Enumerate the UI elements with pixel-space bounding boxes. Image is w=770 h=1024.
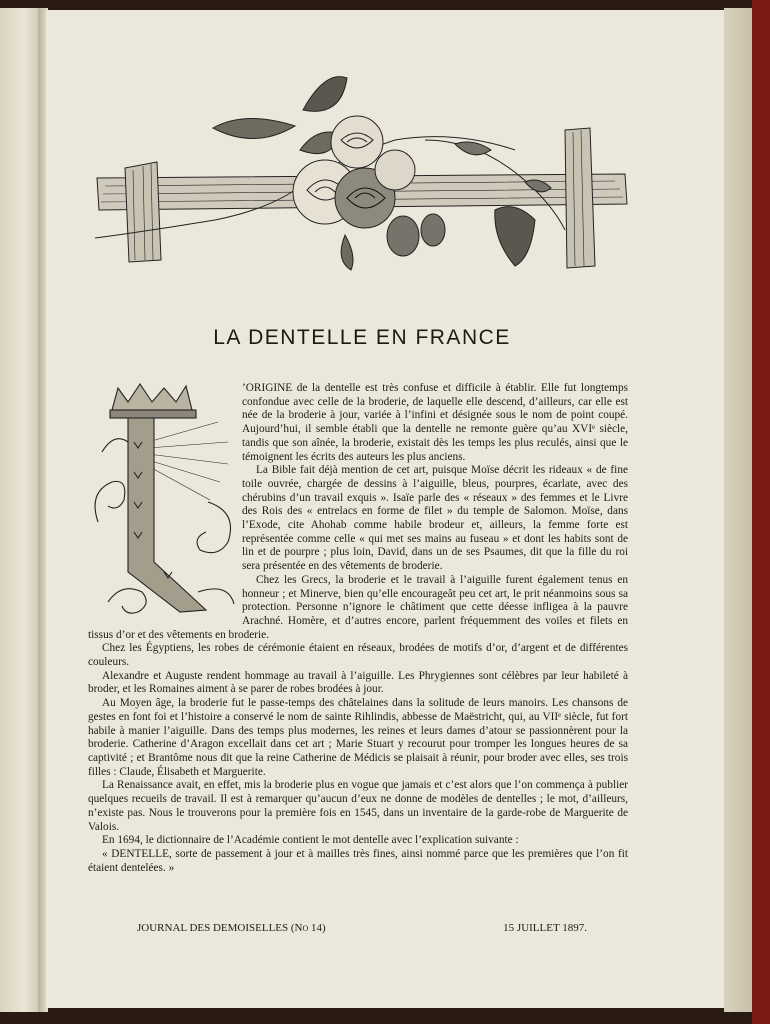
right-page-edges [724, 8, 754, 1012]
paragraph: Chez les Égyptiens, les robes de cérémonie étaient en réseaux, brodées de motifs d’or, d’argent et de différentes couleurs. [88, 642, 628, 669]
paragraph: En 1694, le dictionnaire de l’Académie contient le mot dentelle avec l’explication suivante : [102, 834, 519, 847]
article-body [88, 382, 628, 875]
paragraph: Alexandre et Auguste rendent hommage au travail à l’aiguille. Les Phrygiennes sont célèbres par leur habileté à broder, et les Romaines aiment à se parer de robes brodées à jour. [88, 669, 628, 696]
ornate-initial-letter [88, 382, 238, 620]
paragraph: ’ORIGINE de la dentelle est très confuse et difficile à établir. Elle fut longtemps confondue avec celle de la broderie, de laquelle elle descend, d’ailleurs, car elle est née de la broderie à jour, variée à l’infini et désignée sous le nom de point coupé. Aujourd’hui, il semble établi que la dentelle ne remonte guère qu’au XVIᵉ siècle, tandis que son aînée, la broderie, existait dès les temps les plus reculés, ainsi que le témoignent les écrits des auteurs les plus anciens. [242, 382, 628, 463]
paragraph: Au Moyen âge, la broderie fut le passe-temps des châtelaines dans la solitude de leurs manoirs. Les chansons de gestes en font foi et l’histoire a conservé le nom de sainte Rihlindis, abbesse de Maëstricht, qui, au VIIᵉ siècle, fut fort habile à manier l’aiguille. Dans des temps plus modernes, les reines et leurs dames d’atour se passionnèrent pour la broderie. Catherine d’Aragon excellait dans cet art ; Marie Stuart y recourut pour tromper les longues heures de sa captivité ; et Brantôme nous dit que la reine Catherine de Médicis se plaisait à réunir, pour broder avec elles, ses trois filles : Claude, Élisabeth et Marguerite. [88, 697, 628, 778]
issue-date: 15 JUILLET 1897. [503, 922, 587, 934]
book-cover-edge [752, 0, 770, 1024]
paragraph: La Bible fait déjà mention de cet art, puisque Moïse décrit les rideaux « de fine toile ouvrée, chargée de dessins à l’aiguille, bleus, pourpres, écarlate, avec des chérubins d’un travail exquis ». Isaïe parle des « réseaux » des femmes et le Livre des Rois des « entrelacs en forme de filet » du temple de Salomon. Moïse, dans l’Exode, cite Ahohab comme habile brodeur et, ailleurs, la femme forte est représentée comme celle « qui met ses mains au fuseau » et dont les habits sont de lin et de pourpre ; plus loin, David, dans un de ses Psaumes, dit que la fille du roi sera présentée en des vêtements de broderie. [242, 464, 628, 573]
article-title: LA DENTELLE EN FRANCE [213, 326, 511, 349]
paragraph: Chez les Grecs, la broderie et le travail à l’aiguille furent également tenus en honneur ; et Minerve, bien qu’elle encourageât peu cet art, le prit néanmoins sous sa protection. Personne n’ignore le châtiment que cette déesse infligea à la pauvre Arachné. Homère, et d’autres encore, parlent fréquemment des voiles et filets en tissus d’or et des vêtements en broderie. [88, 573, 628, 641]
rose-fence-illustration [95, 70, 630, 280]
left-page-stack [0, 8, 40, 1012]
journal-name: JOURNAL DES DEMOISELLES (No 14) [137, 922, 326, 934]
paragraph: La Renaissance avait, en effet, mis la broderie plus en vogue que jamais et c’est alors que l’on commença à publier quelques recueils de travail. Il est à remarquer qu’aucun d’eux ne donne de modèles de dentelles ; le mot, d’ailleurs, n’existe pas. Nous le trouverons pour la première fois en 1545, dans un inventaire de la garde-robe de Marguerite de Valois. [88, 779, 628, 833]
paragraph: « DENTELLE, sorte de passement à jour et à mailles très fines, ainsi nommé parce que les premières que l’on fit étaient dentelées. » [88, 847, 628, 874]
